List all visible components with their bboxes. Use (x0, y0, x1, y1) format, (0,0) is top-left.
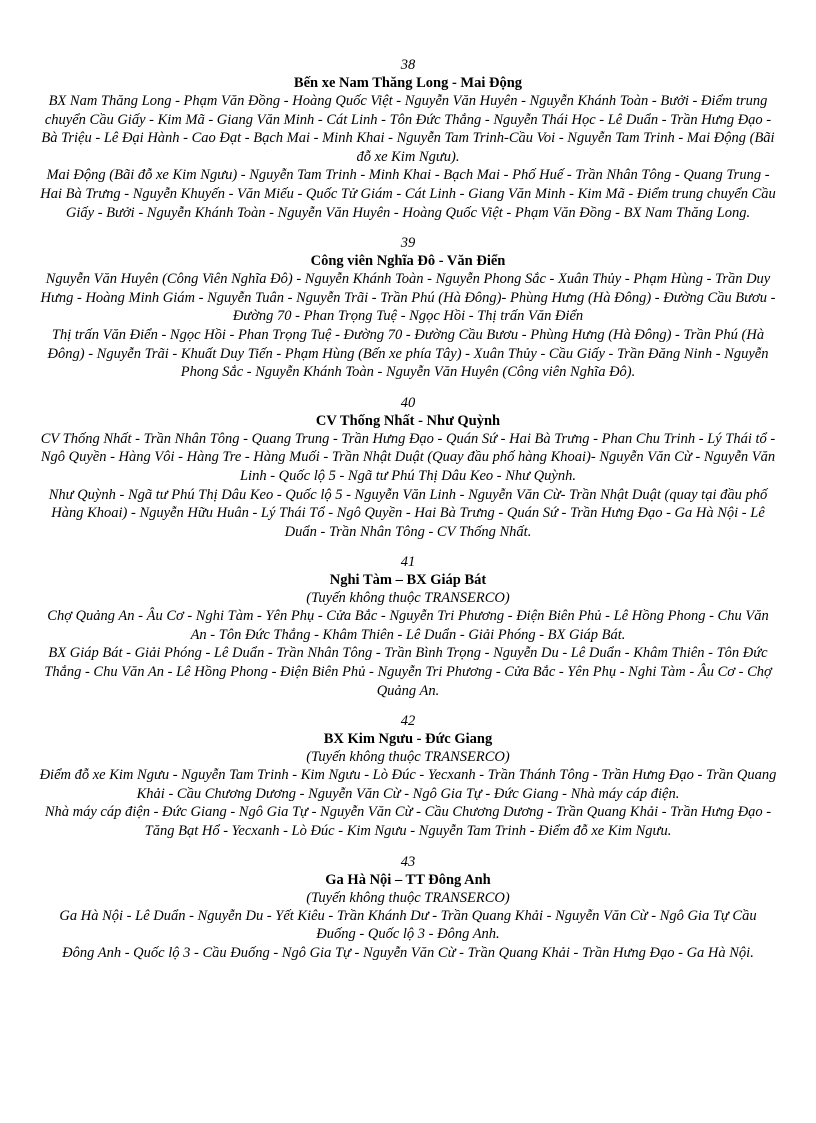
route-title: Nghi Tàm – BX Giáp Bát (329, 572, 487, 589)
route-backward-itinerary: Đông Anh - Quốc lộ 3 - Cầu Đuống - Ngô Gia Tự - Nguyễn Văn Cừ - Trần Quang Khải - Trần Hưng Đạo - Ga Hà Nội. (62, 944, 754, 961)
route-number: 42 (400, 713, 416, 730)
route-number: 41 (400, 554, 416, 571)
route-backward-itinerary: Như Quỳnh - Ngã tư Phú Thị Dâu Keo - Quốc lộ 5 - Nguyễn Văn Linh - Nguyễn Văn Cừ- Trần Nhật Duật (quay tại đầu phố Hàng Khoai) - Nguyễn Hữu Huân - Lý Thái Tổ - Ngô Quyền - Hai Bà Trưng - Quán Sứ - Trần Hưng Đạo - Ga Hà Nội - Lê Duẩn - Trần Nhân Tông - CV Thống Nhất. (48, 486, 768, 540)
route-39 (38, 234, 778, 382)
route-backward-itinerary: BX Giáp Bát - Giải Phóng - Lê Duẩn - Trần Nhân Tông - Trần Bình Trọng - Nguyễn Du - Lê Duẩn - Khâm Thiên - Tôn Đức Thắng - Chu Văn An - Lê Hồng Phong - Điện Biên Phủ - Nguyễn Tri Phương - Cửa Bắc - Yên Phụ - Nghi Tàm - Âu Cơ - Chợ Quảng An. (44, 645, 772, 699)
route-40 (38, 394, 778, 542)
route-backward-itinerary: Nhà máy cáp điện - Đức Giang - Ngô Gia Tự - Nguyễn Văn Cừ - Cầu Chương Dương - Trần Quang Khải - Trần Hưng Đạo - Tăng Bạt Hổ - Yecxanh - Lò Đúc - Kim Ngưu - Nguyễn Tam Trinh - Điểm đỗ xe Kim Ngưu. (44, 804, 772, 840)
route-operator-note: (Tuyến không thuộc TRANSERCO) (306, 590, 510, 607)
route-forward-itinerary: BX Nam Thăng Long - Phạm Văn Đồng - Hoàng Quốc Việt - Nguyễn Văn Huyên - Nguyễn Khánh Toàn - Bưởi - Điểm trung chuyển Cầu Giấy - Kim Mã - Giang Văn Minh - Cát Linh - Tôn Đức Thắng - Nguyễn Thái Học - Lê Duẩn - Trần Hưng Đạo - Bà Triệu - Lê Đại Hành - Cao Đạt - Bạch Mai - Minh Khai - Nguyễn Tam Trinh-Cầu Voi - Nguyễn Tam Trinh - Mai Động (Bãi đỗ xe Kim Ngưu). (41, 93, 775, 165)
route-forward-itinerary: Chợ Quảng An - Âu Cơ - Nghi Tàm - Yên Phụ - Cửa Bắc - Nguyễn Tri Phương - Điện Biên Phủ - Lê Hồng Phong - Chu Văn An - Tôn Đức Thắng - Khâm Thiên - Lê Duẩn - Giải Phóng - BX Giáp Bát. (47, 608, 769, 643)
route-forward-itinerary: Điểm đỗ xe Kim Ngưu - Nguyễn Tam Trinh - Kim Ngưu - Lò Đúc - Yecxanh - Trần Thánh Tông - Trần Hưng Đạo - Trần Quang Khải - Cầu Chương Dương - Nguyễn Văn Cừ - Ngô Gia Tự - Đức Giang - Nhà máy cáp điện. (39, 767, 777, 802)
route-41 (38, 553, 778, 700)
route-number: 38 (400, 57, 416, 73)
route-backward-itinerary: Mai Động (Bãi đỗ xe Kim Ngưu) - Nguyễn Tam Trinh - Minh Khai - Bạch Mai - Phố Huế - Trần Nhân Tông - Quang Trung - Hai Bà Trưng - Nguyễn Khuyến - Văn Miếu - Quốc Tử Giám - Cát Linh - Giang Văn Minh - Kim Mã - Điểm trung chuyển Cầu Giấy - Bưởi - Nguyễn Khánh Toàn - Nguyễn Văn Huyên - Hoàng Quốc Việt - Phạm Văn Đồng - BX Nam Thăng Long. (40, 167, 776, 221)
route-title: Ga Hà Nội – TT Đông Anh (325, 871, 491, 888)
bus-routes-page (38, 56, 778, 962)
route-title: BX Kim Ngưu - Đức Giang (323, 731, 493, 748)
route-number: 43 (400, 853, 416, 870)
route-number: 39 (400, 235, 416, 252)
route-operator-note: (Tuyến không thuộc TRANSERCO) (306, 889, 510, 906)
route-42 (38, 712, 778, 840)
route-forward-itinerary: CV Thống Nhất - Trần Nhân Tông - Quang Trung - Trần Hưng Đạo - Quán Sứ - Hai Bà Trưng - Phan Chu Trinh - Lý Thái tổ - Ngô Quyền - Hàng Vôi - Hàng Tre - Hàng Muối - Trần Nhật Duật (Quay đầu phố hàng Khoai)- Nguyễn Văn Cừ - Nguyễn Văn Linh - Quốc lộ 5 - Ngã tư Phú Thị Dâu Keo - Như Quỳnh. (40, 430, 776, 484)
route-38 (38, 56, 778, 222)
route-forward-itinerary: Nguyễn Văn Huyên (Công Viên Nghĩa Đô) - Nguyễn Khánh Toàn - Nguyễn Phong Sắc - Xuân Thủy - Phạm Hùng - Trần Duy Hưng - Hoàng Minh Giám - Nguyễn Tuân - Nguyễn Trãi - Trần Phú (Hà Đông)- Phùng Hưng (Hà Đông) - Đường Cầu Bươu - Đường 70 - Phan Trọng Tuệ - Ngọc Hồi - Thị trấn Văn Điển (40, 271, 776, 325)
route-title: Bến xe Nam Thăng Long - Mai Động (293, 75, 523, 91)
route-operator-note: (Tuyến không thuộc TRANSERCO) (306, 749, 510, 766)
route-forward-itinerary: Ga Hà Nội - Lê Duẩn - Nguyễn Du - Yết Kiêu - Trần Khánh Dư - Trần Quang Khải - Nguyễn Văn Cừ - Ngô Gia Tự Cầu Đuống - Quốc lộ 3 - Đông Anh. (59, 907, 757, 943)
route-title: CV Thống Nhất - Như Quỳnh (315, 412, 501, 429)
route-title: Công viên Nghĩa Đô - Văn Điển (310, 253, 506, 270)
route-number: 40 (400, 394, 416, 411)
route-43 (38, 853, 778, 963)
route-backward-itinerary: Thị trấn Văn Điển - Ngọc Hồi - Phan Trọng Tuệ - Đường 70 - Đường Cầu Bươu - Phùng Hưng (Hà Đông) - Trần Phú (Hà Đông) - Nguyễn Trãi - Khuất Duy Tiến - Phạm Hùng (Bến xe phía Tây) - Xuân Thủy - Cầu Giấy - Trần Đăng Ninh - Nguyễn Phong Sắc - Nguyễn Khánh Toàn - Nguyễn Văn Huyên (Công viên Nghĩa Đô). (47, 326, 769, 381)
